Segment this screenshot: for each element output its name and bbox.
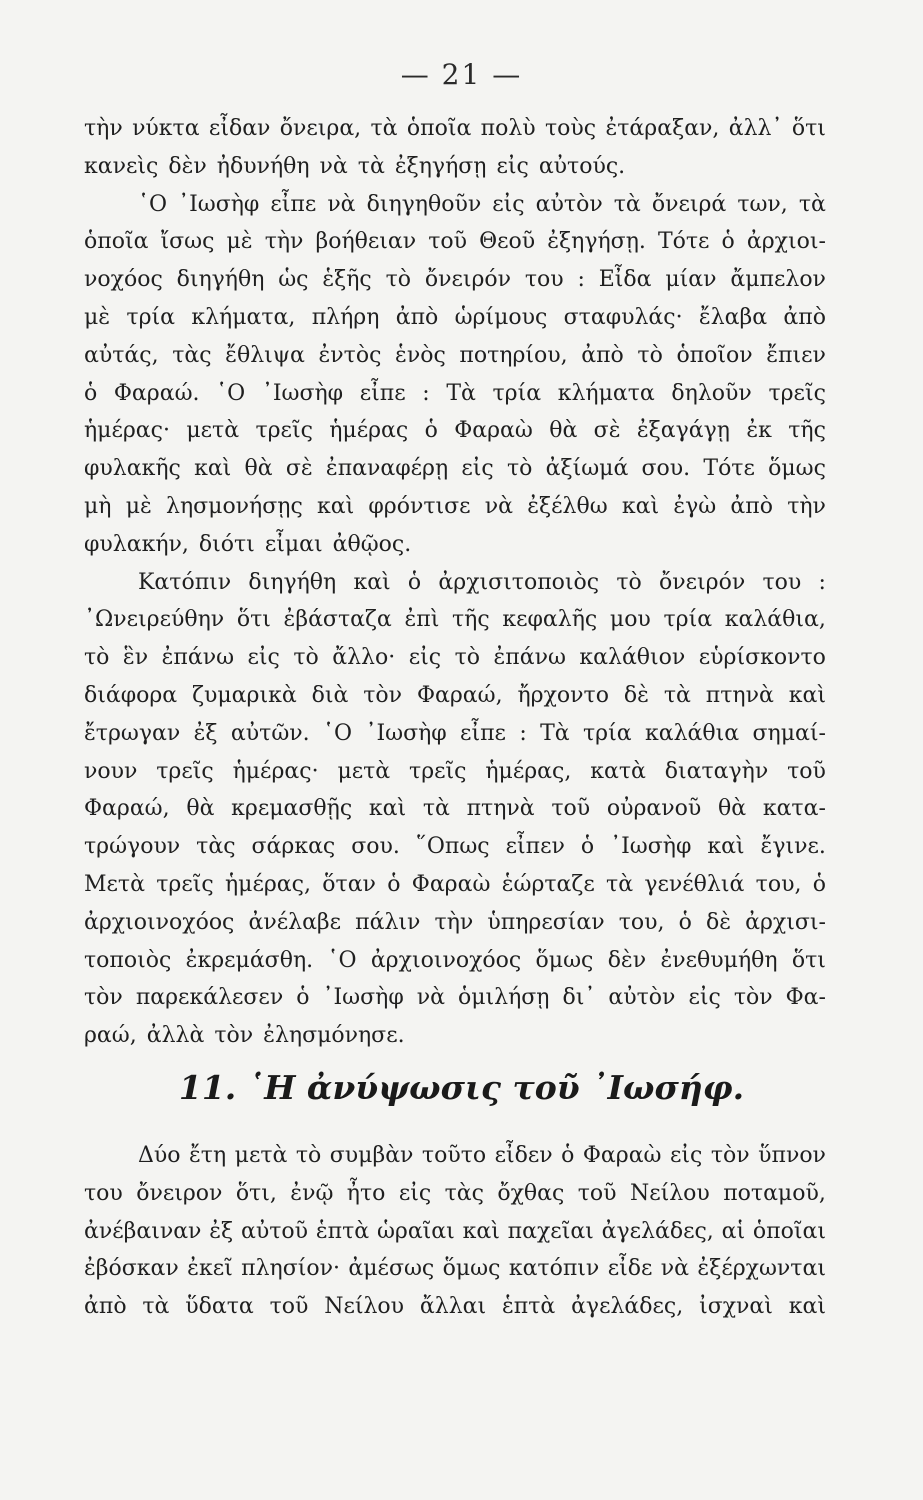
text-line: ὁ Φαραώ. ῾Ο ᾿Ιωσὴφ εἶπε : Τὰ τρία κλήματα δηλοῦν τρεῖς	[84, 380, 826, 406]
text-line: τὴν νύκτα εἶδαν ὄνειρα, τὰ ὁποῖα πολὺ τοὺς ἐτάραξαν, ἀλλ᾽ ὅτι	[84, 116, 826, 141]
text-line: ἀπὸ τὰ ὕδατα τοῦ Νείλου ἄλλαι ἑπτὰ ἀγελάδες, ἰσχναὶ καὶ	[84, 1294, 826, 1320]
text-line: τὸ ἓν ἐπάνω εἰς τὸ ἄλλο· εἰς τὸ ἐπάνω καλάθιον εὑρίσκοντο	[84, 645, 826, 671]
text-line: ἡμέρας· μετὰ τρεῖς ἡμέρας ὁ Φαραὼ θὰ σὲ ἐξαγάγῃ ἐκ τῆς	[84, 418, 826, 444]
text-line: αὐτάς, τὰς ἔθλιψα ἐντὸς ἑνὸς ποτηρίου, ἀπὸ τὸ ὁποῖον ἔπιεν	[84, 342, 826, 368]
text-line: Κατόπιν διηγήθη καὶ ὁ ἀρχισιτοποιὸς τὸ ὄνειρόν του :	[138, 569, 826, 595]
text-line: νουν τρεῖς ἡμέρας· μετὰ τρεῖς ἡμέρας, κατὰ διαταγὴν τοῦ	[84, 758, 826, 784]
text-line: Φαραώ, θὰ κρεμασθῇς καὶ τὰ πτηνὰ τοῦ οὐρανοῦ θὰ κατα-	[84, 796, 826, 822]
text-line: τρώγουν τὰς σάρκας σου. ῞Οπως εἶπεν ὁ ᾿Ιωσὴφ καὶ ἔγινε.	[84, 834, 826, 860]
text-line: ὁποῖα ἴσως μὲ τὴν βοήθειαν τοῦ Θεοῦ ἐξηγήσῃ. Τότε ὁ ἀρχιοι-	[84, 229, 826, 255]
paragraph-block-2	[84, 1137, 826, 1326]
text-line: διάφορα ζυμαρικὰ διὰ τὸν Φαραώ, ἤρχοντο δὲ τὰ πτηνὰ καὶ	[84, 682, 826, 708]
text-line: Δύο ἔτη μετὰ τὸ συμβὰν τοῦτο εἶδεν ὁ Φαραὼ εἰς τὸν ὕπνον	[138, 1143, 826, 1168]
text-line: ἔτρωγαν ἐξ αὐτῶν. ῾Ο ᾿Ιωσὴφ εἶπε : Τὰ τρία καλάθια σημαί-	[84, 720, 826, 746]
page-number: — 21 —	[400, 58, 523, 91]
text-line: τοποιὸς ἐκρεμάσθη. ῾Ο ἀρχιοινοχόος ὅμως δὲν ἐνεθυμήθη ὅτι	[84, 947, 826, 973]
paragraph-block-1	[84, 110, 826, 1055]
text-line: του ὄνειρον ὅτι, ἐνῷ ἦτο εἰς τὰς ὄχθας τοῦ Νείλου ποταμοῦ,	[84, 1180, 826, 1206]
text-line: ραώ, ἀλλὰ τὸν ἐλησμόνησε.	[84, 1023, 405, 1049]
text-line: ἐβόσκαν ἐκεῖ πλησίον· ἀμέσως ὅμως κατόπιν εἶδε νὰ ἐξέρχωνται	[84, 1256, 826, 1282]
text-line: ᾿Ωνειρεύθην ὅτι ἐβάσταζα ἐπὶ τῆς κεφαλῆς μου τρία καλάθια,	[84, 607, 826, 633]
text-line: τὸν παρεκάλεσεν ὁ ᾿Ιωσὴφ νὰ ὁμιλήσῃ δι᾽ αὐτὸν εἰς τὸν Φα-	[84, 985, 826, 1011]
text-line: νοχόος διηγήθη ὡς ἑξῆς τὸ ὄνειρόν του : Εἶδα μίαν ἄμπελον	[84, 267, 826, 293]
text-line: μὲ τρία κλήματα, πλήρη ἀπὸ ὡρίμους σταφυλάς· ἔλαβα ἀπὸ	[84, 304, 826, 330]
text-line: ῾Ο ᾿Ιωσὴφ εἶπε νὰ διηγηθοῦν εἰς αὐτὸν τὰ ὄνειρά των, τὰ	[138, 191, 826, 217]
text-line: κανεὶς δὲν ἠδυνήθη νὰ τὰ ἐξηγήσῃ εἰς αὐτούς.	[84, 153, 626, 179]
text-line: ἀνέβαιναν ἐξ αὐτοῦ ἑπτὰ ὡραῖαι καὶ παχεῖαι ἀγελάδες, αἱ ὁποῖαι	[84, 1218, 826, 1244]
text-line: φυλακήν, διότι εἶμαι ἀθῷος.	[84, 531, 412, 557]
section-heading: 11. ῾Η ἀνύψωσις τοῦ ᾿Ιωσήφ.	[178, 1068, 745, 1107]
text-line: ἀρχιοινοχόος ἀνέλαβε πάλιν τὴν ὑπηρεσίαν του, ὁ δὲ ἀρχισι-	[84, 909, 826, 935]
text-line: φυλακῆς καὶ θὰ σὲ ἐπαναφέρῃ εἰς τὸ ἀξίωμά σου. Τότε ὅμως	[84, 456, 826, 482]
text-line: μὴ μὲ λησμονήσῃς καὶ φρόντισε νὰ ἐξέλθω καὶ ἐγὼ ἀπὸ τὴν	[84, 493, 826, 519]
text-line: Μετὰ τρεῖς ἡμέρας, ὅταν ὁ Φαραὼ ἑώρταζε τὰ γενέθλιά του, ὁ	[84, 871, 826, 897]
